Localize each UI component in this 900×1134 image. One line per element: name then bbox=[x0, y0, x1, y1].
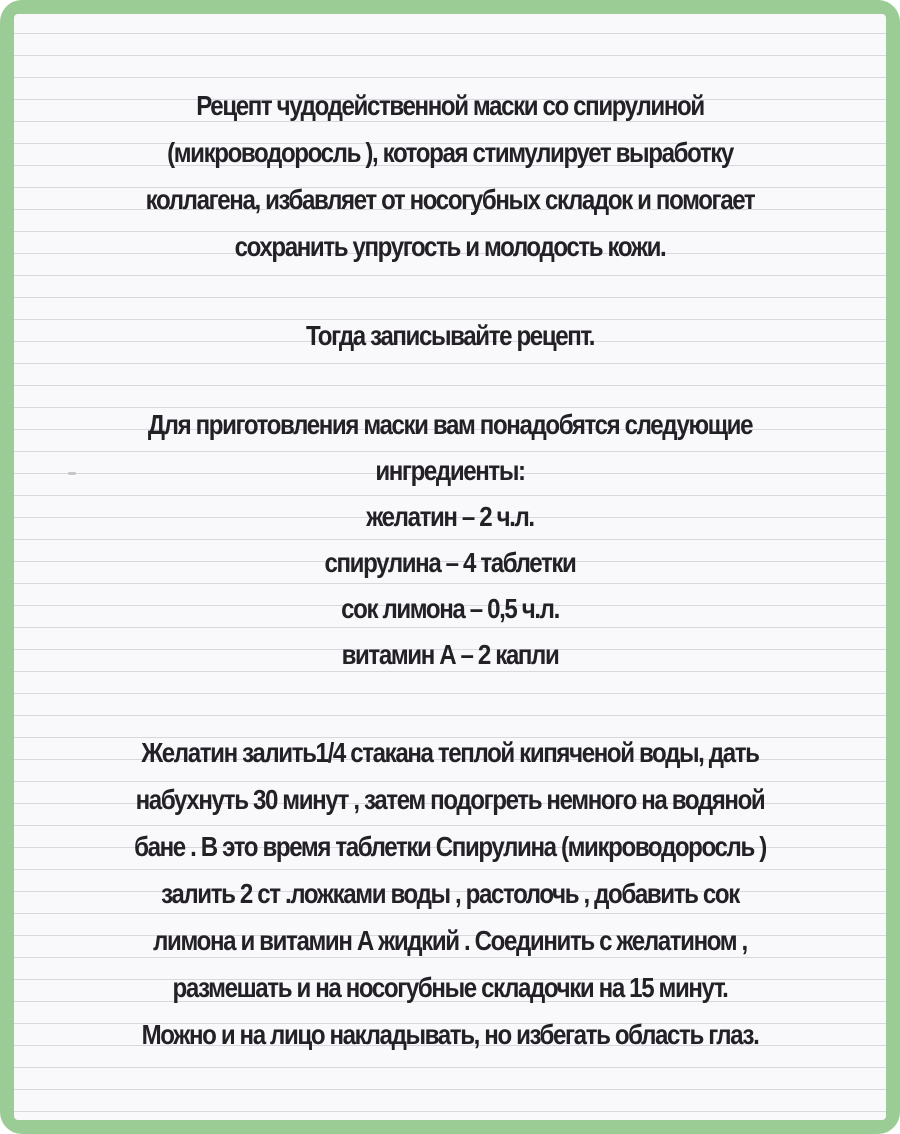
ingredient-item: сок лимона – 0,5 ч.л. bbox=[341, 593, 559, 624]
ingredients-heading-line: ингредиенты: bbox=[375, 455, 525, 486]
ingredient-item: витамин А – 2 капли bbox=[341, 639, 559, 670]
method-line: Можно и на лицо накладывать, но избегать область глаз. bbox=[141, 1019, 759, 1050]
ingredients-section bbox=[75, 402, 825, 678]
intro-line: (микроводоросль ), которая стимулирует выработку bbox=[167, 137, 733, 168]
intro-line: сохранить упругость и молодость кожи. bbox=[234, 231, 666, 262]
ingredient-item: желатин – 2 ч.л. bbox=[366, 501, 534, 532]
call-to-action-text: Тогда записывайте рецепт. bbox=[305, 320, 595, 351]
lined-paper-sheet bbox=[14, 14, 886, 1120]
intro-paragraph bbox=[75, 82, 825, 270]
method-paragraph bbox=[75, 729, 825, 1058]
intro-line: коллагена, избавляет от носогубных складок и помогает bbox=[145, 184, 755, 215]
method-line: бане . В это время таблетки Спирулина (микроводоросль ) bbox=[134, 831, 766, 862]
ingredient-item: спирулина – 4 таблетки bbox=[324, 547, 576, 578]
call-to-action bbox=[75, 312, 825, 359]
method-line: залить 2 ст .ложками воды , растолочь , добавить сок bbox=[161, 878, 739, 909]
method-line: набухнуть 30 минут , затем подогреть немного на водяной bbox=[135, 784, 765, 815]
ingredients-heading-line: Для приготовления маски вам понадобятся следующие bbox=[147, 409, 753, 440]
method-line: лимона и витамин А жидкий . Соединить с желатином , bbox=[153, 925, 747, 956]
method-line: Желатин залить1/4 стакана теплой кипяченой воды, дать bbox=[141, 737, 759, 768]
method-line: размешать и на носогубные складочки на 15 минут. bbox=[172, 972, 728, 1003]
intro-line: Рецепт чудодейственной маски со спирулиной bbox=[196, 90, 704, 121]
